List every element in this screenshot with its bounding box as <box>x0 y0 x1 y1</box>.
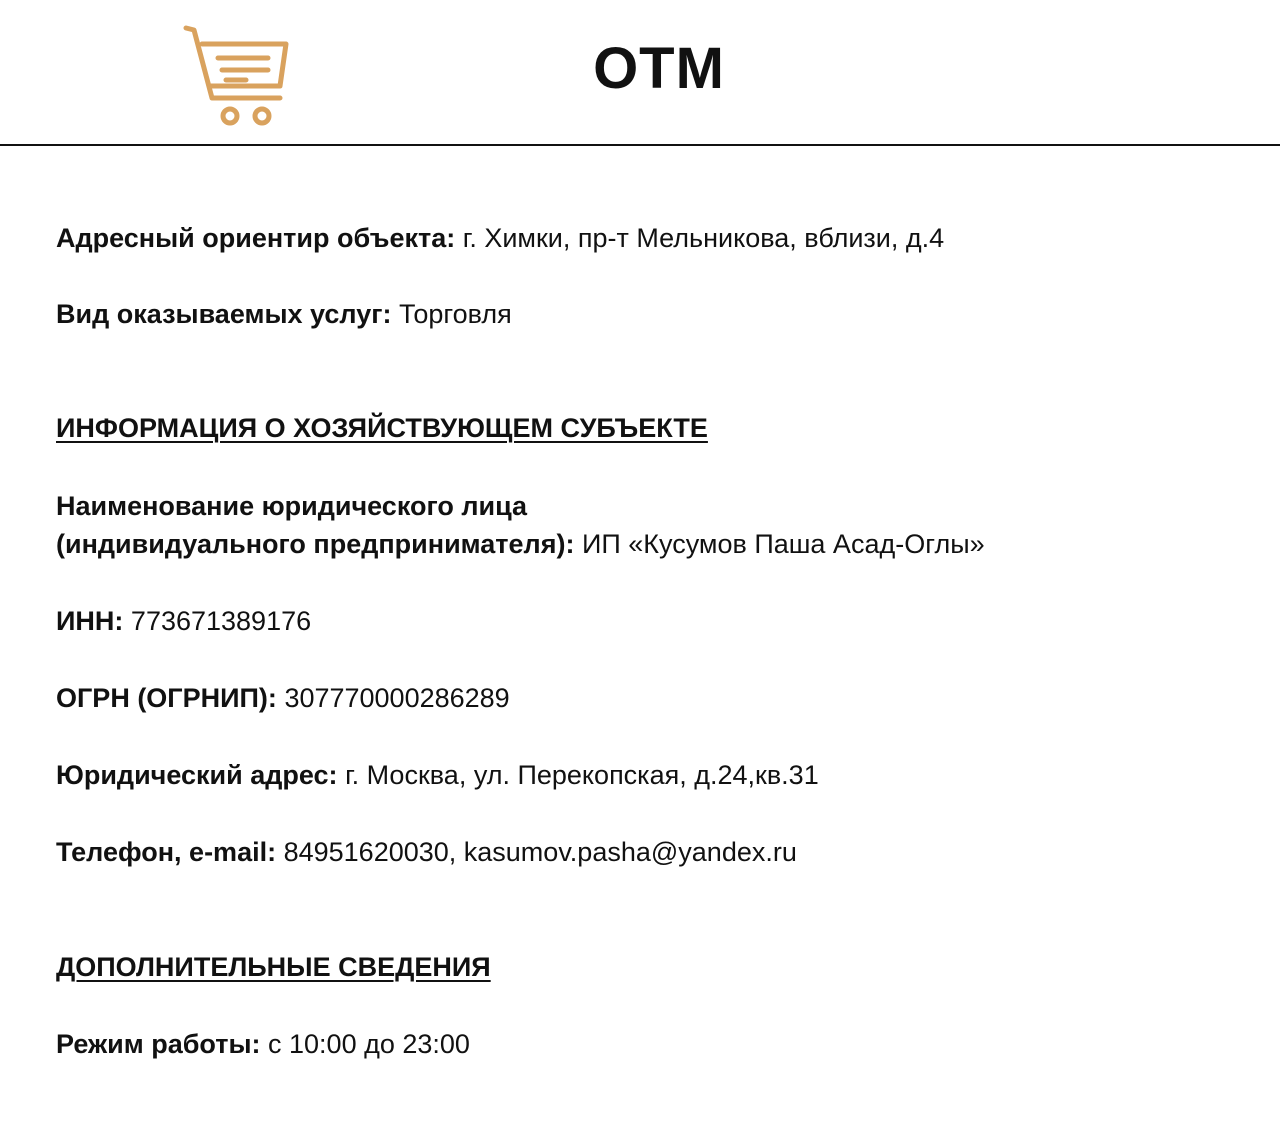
inn-value: 773671389176 <box>130 606 312 636</box>
object-address-label: Адресный ориентир объекта: <box>56 223 456 253</box>
object-address-row <box>56 221 944 255</box>
services-row <box>56 297 512 331</box>
entity-name-label-line2: (индивидуального предпринимателя): <box>56 529 575 559</box>
contacts-row <box>56 835 797 869</box>
entity-name-row <box>56 527 985 561</box>
working-hours-value: с 10:00 до 23:00 <box>268 1029 470 1059</box>
working-hours-label: Режим работы: <box>56 1029 261 1059</box>
extra-section-heading: ДОПОЛНИТЕЛЬНЫЕ СВЕДЕНИЯ <box>56 952 491 982</box>
entity-name-label-line1: Наименование юридического лица <box>56 491 528 521</box>
contacts-label: Телефон, e-mail: <box>56 837 277 867</box>
entity-section-heading: ИНФОРМАЦИЯ О ХОЗЯЙСТВУЮЩЕМ СУБЪЕКТЕ <box>56 413 708 443</box>
page-title: ОТМ <box>593 36 725 101</box>
legal-address-row <box>56 758 819 792</box>
object-address-value: г. Химки, пр-т Мельникова, вблизи, д.4 <box>462 223 945 253</box>
working-hours-row <box>56 1027 470 1061</box>
ogrn-value: 307770000286289 <box>284 683 510 713</box>
services-label: Вид оказываемых услуг: <box>56 299 392 329</box>
legal-address-label: Юридический адрес: <box>56 760 338 790</box>
ogrn-label: ОГРН (ОГРНИП): <box>56 683 277 713</box>
inn-row <box>56 604 311 638</box>
legal-address-value: г. Москва, ул. Перекопская, д.24,кв.31 <box>345 760 819 790</box>
contacts-value: 84951620030, kasumov.pasha@yandex.ru <box>283 837 797 867</box>
entity-name-value: ИП «Кусумов Паша Асад-Оглы» <box>581 529 985 559</box>
ogrn-row <box>56 681 510 715</box>
services-value: Торговля <box>398 299 512 329</box>
inn-label: ИНН: <box>56 606 124 636</box>
page-header <box>0 0 1280 146</box>
